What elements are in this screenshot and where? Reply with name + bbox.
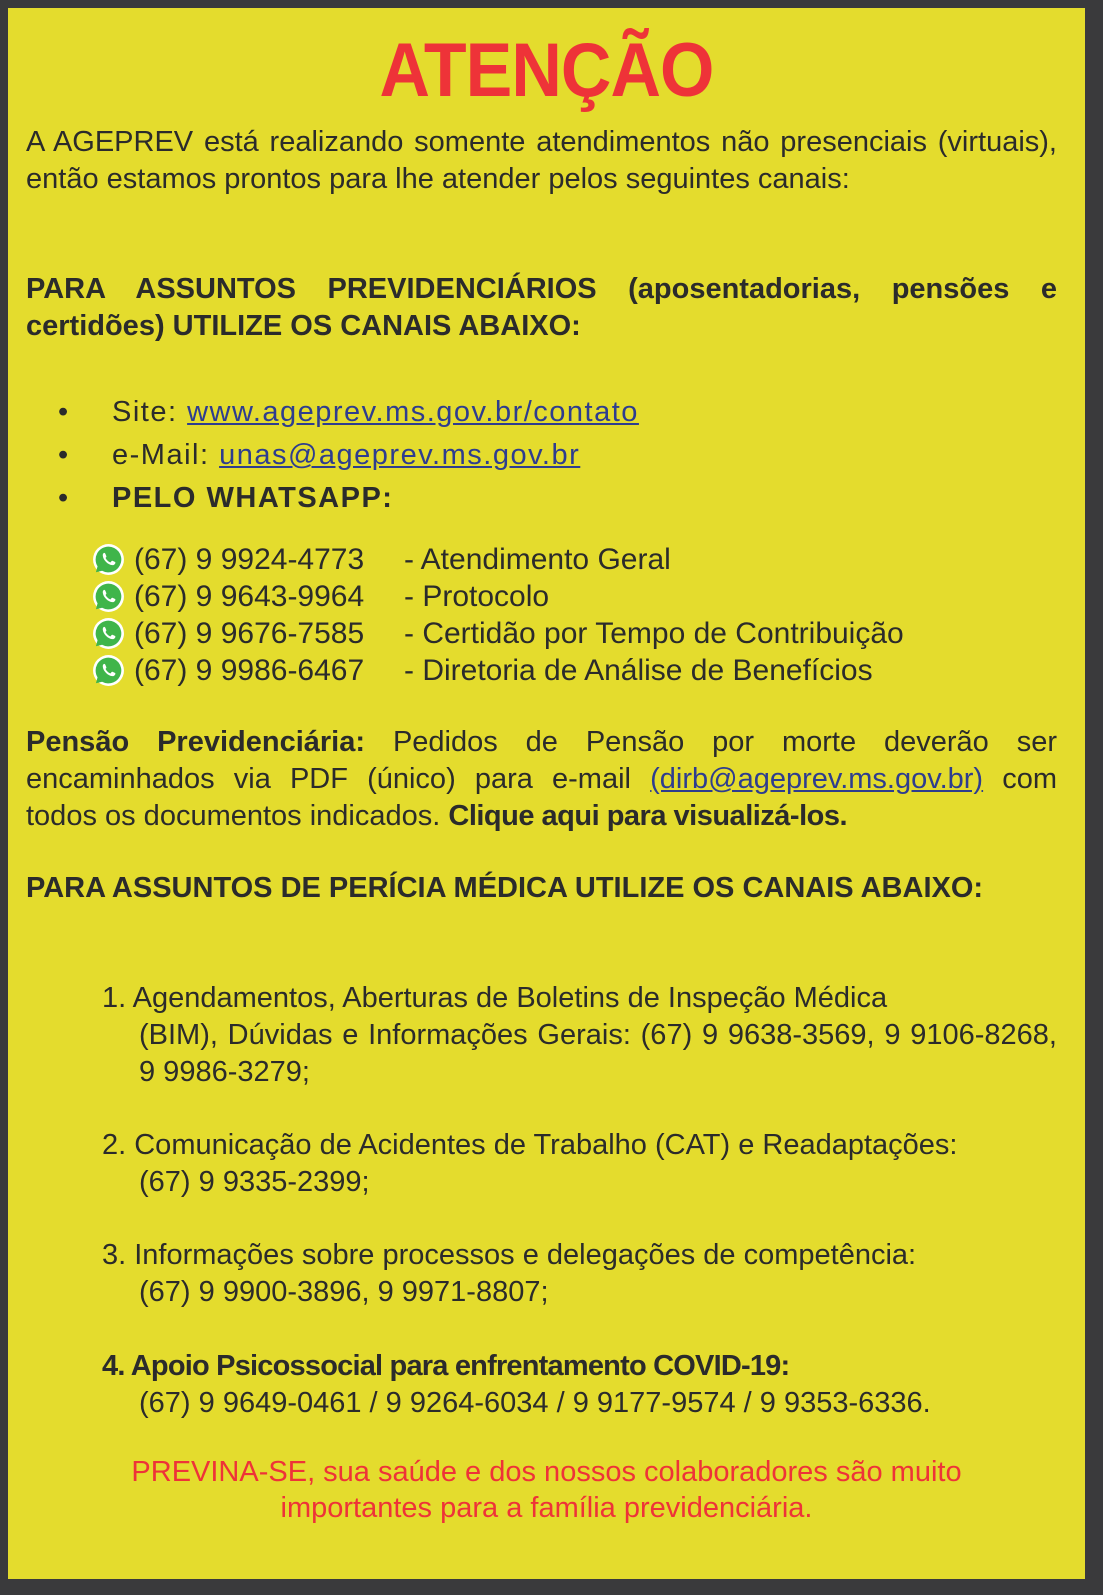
item-first-line: 1. Agendamentos, Aberturas de Boletins de Inspeção Médica xyxy=(102,982,888,1014)
pensao-text-2: com todos os documentos indicados. xyxy=(26,763,1058,832)
dirb-email-link[interactable]: (dirb@ageprev.ms.gov.br) xyxy=(650,763,984,795)
list-item-pericia-1 xyxy=(102,980,1057,1091)
whatsapp-phone: (67) 9 9924-4773 xyxy=(134,543,365,576)
bullet-marker: • xyxy=(58,439,69,471)
bullet-marker: • xyxy=(58,482,69,514)
page-title: ATENÇÃO xyxy=(379,28,714,113)
whatsapp-icon xyxy=(92,654,125,687)
bullet-marker: • xyxy=(58,396,69,428)
whatsapp-desc: - Protocolo xyxy=(404,580,550,613)
footer-line-2: importantes para a família previdenciária. xyxy=(280,1492,813,1524)
item-continuation: (67) 9 9649-0461 / 9 9264-6034 / 9 9177-9574 / 9 9353-6336. xyxy=(139,1387,931,1419)
site-label: Site: xyxy=(112,396,188,428)
item-continuation: (BIM), Dúvidas e Informações Gerais: (67) 9 9638-3569, 9 9106-8268, 9 9986-3279; xyxy=(139,1019,1057,1088)
footer-message xyxy=(8,1454,1085,1526)
list-item-pericia-4 xyxy=(102,1348,1057,1422)
click-here-link[interactable]: Clique aqui para visualizá-los. xyxy=(448,800,848,832)
footer-line-1: PREVINA-SE, sua saúde e dos nossos colaboradores são muito xyxy=(131,1456,962,1488)
item-first-line: 4. Apoio Psicossocial para enfrentamento COVID-19: xyxy=(102,1350,790,1382)
whatsapp-desc: - Certidão por Tempo de Contribuição xyxy=(404,617,904,650)
item-continuation: (67) 9 9335-2399; xyxy=(139,1166,370,1198)
whatsapp-icon xyxy=(92,543,125,576)
pensao-label: Pensão Previdenciária: xyxy=(26,726,366,758)
intro-paragraph: A AGEPREV está realizando somente atendimentos não presenciais (virtuais), então estamos prontos para lhe atender pelos seguintes canais: xyxy=(26,126,1057,195)
whatsapp-icon xyxy=(92,580,125,613)
whatsapp-phone: (67) 9 9676-7585 xyxy=(134,617,365,650)
list-item-pericia-2 xyxy=(102,1127,1057,1201)
whatsapp-phone: (67) 9 9986-6467 xyxy=(134,654,365,687)
whatsapp-phone: (67) 9 9643-9964 xyxy=(134,580,365,613)
pensao-text: Pedidos de Pensão por morte deverão ser encaminhados via PDF (único) para e-mail xyxy=(26,726,1058,795)
item-first-line: 3. Informações sobre processos e delegações de competência: xyxy=(102,1239,917,1271)
item-continuation: (67) 9 9900-3896, 9 9971-8807; xyxy=(139,1276,549,1308)
whatsapp-icon xyxy=(92,617,125,650)
pericia-heading: PARA ASSUNTOS DE PERÍCIA MÉDICA UTILIZE OS CANAIS ABAIXO: xyxy=(26,872,984,904)
whatsapp-label: PELO WHATSAPP: xyxy=(112,482,394,514)
item-first-line: 2. Comunicação de Acidentes de Trabalho (CAT) e Readaptações: xyxy=(102,1129,958,1161)
whatsapp-desc: - Atendimento Geral xyxy=(404,543,671,576)
email-link[interactable]: unas@ageprev.ms.gov.br xyxy=(219,439,581,471)
pensao-paragraph xyxy=(26,724,1057,835)
site-link[interactable]: www.ageprev.ms.gov.br/contato xyxy=(187,396,639,428)
email-label: e-Mail: xyxy=(112,439,220,471)
previdencia-heading: PARA ASSUNTOS PREVIDENCIÁRIOS (aposentadorias, pensões e certidões) UTILIZE OS CANAIS ABAIXO: xyxy=(26,273,1057,342)
whatsapp-desc: - Diretoria de Análise de Benefícios xyxy=(404,654,873,687)
list-item-pericia-3 xyxy=(102,1237,1057,1311)
notice-poster xyxy=(8,8,1085,1579)
